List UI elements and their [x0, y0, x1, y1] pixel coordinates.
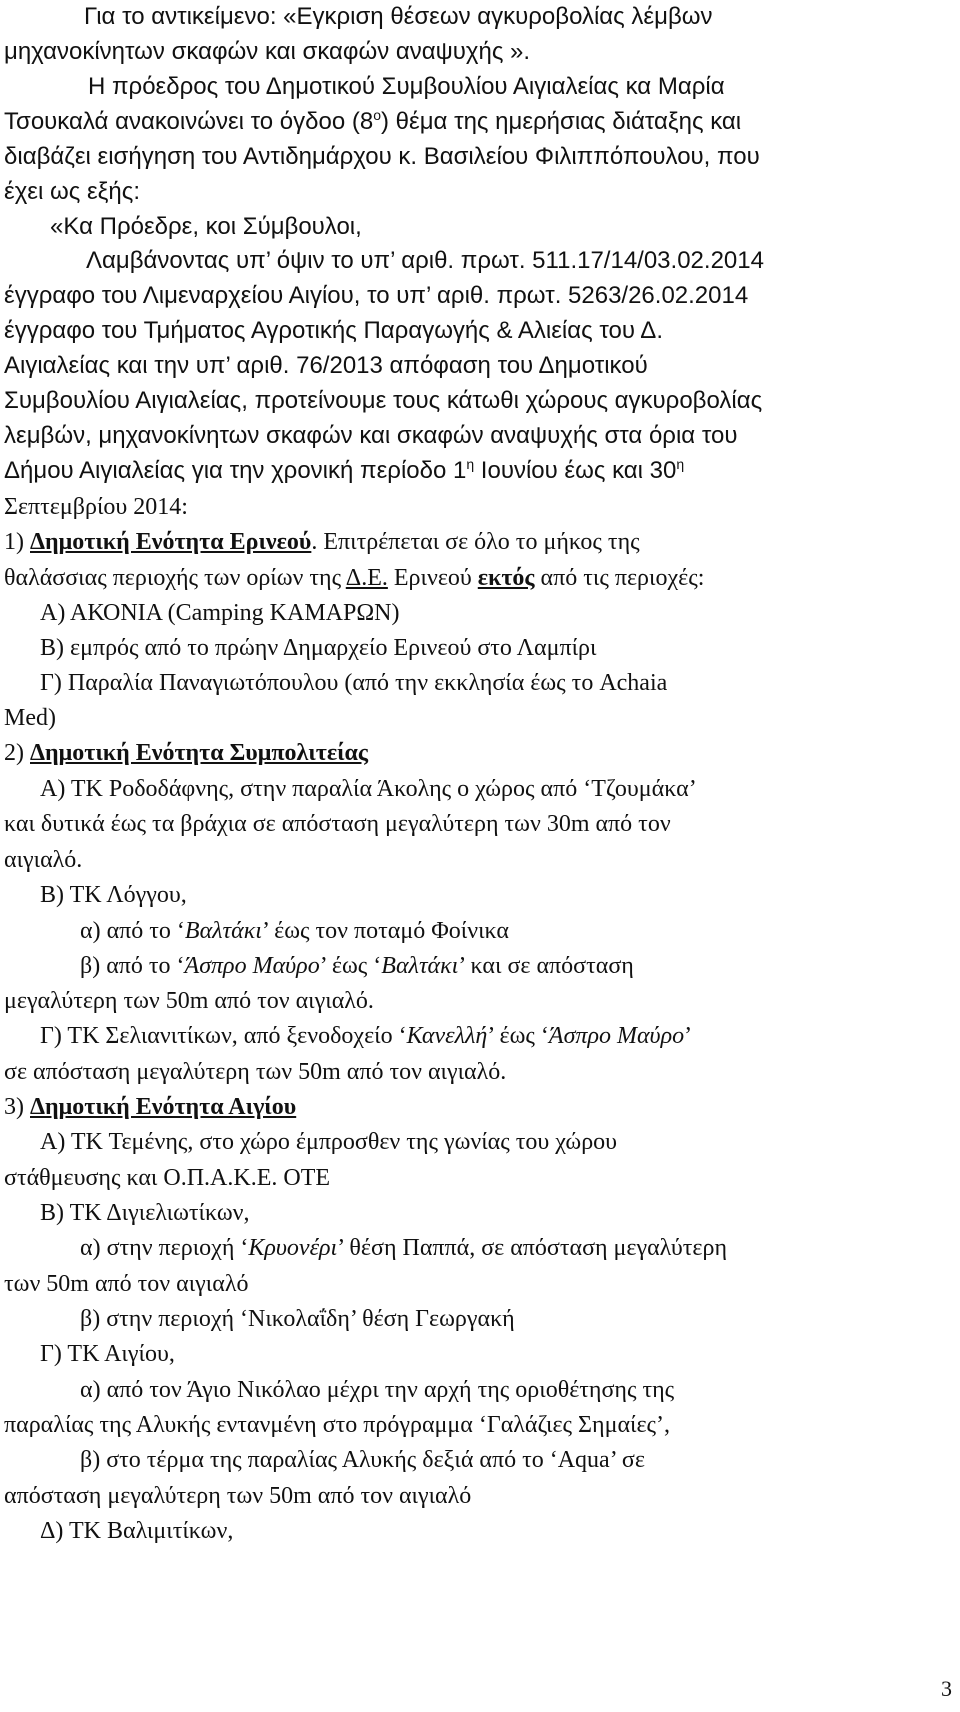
- text-segment: αιγιαλό.: [4, 847, 83, 873]
- text-segment: Για το αντικείμενο: «Εγκριση θέσεων αγκυροβολίας λέμβων: [84, 3, 713, 30]
- place-name: Άσπρο Μαύρο: [548, 1023, 685, 1049]
- section-heading: Δημοτική Ενότητα Συμπολιτείας: [30, 740, 369, 766]
- ordinal-suffix: η: [466, 456, 475, 472]
- text-segment: από τις περιοχές:: [534, 565, 705, 591]
- text-segment: α) στην περιοχή ‘: [80, 1235, 249, 1261]
- text-line: [84, 2, 960, 32]
- text-segment: και δυτικά έως τα βράχια σε απόσταση μεγαλύτερη των 30m από τον: [4, 811, 671, 837]
- section-heading: εκτός: [477, 565, 535, 591]
- text-segment: 2): [4, 740, 30, 766]
- text-line: [40, 774, 960, 804]
- text-segment: 1): [4, 529, 30, 555]
- text-line: [4, 316, 960, 346]
- text-line: [4, 738, 960, 768]
- text-line: [50, 212, 960, 242]
- text-segment: . Επιτρέπεται σε όλο το μήκος της: [311, 529, 640, 555]
- text-segment: Η πρόεδρος του Δημοτικού Συμβουλίου Αιγιαλείας κα Μαρία: [88, 73, 725, 100]
- text-segment: Λαμβάνοντας υπ’ όψιν το υπ’ αριθ. πρωτ. 511.17/14/03.02.2014: [86, 247, 764, 274]
- text-line: [80, 1375, 960, 1405]
- text-line: [86, 246, 960, 276]
- text-line: [80, 1445, 960, 1475]
- text-segment: απόσταση μεγαλύτερη των 50m από τον αιγιαλό: [4, 1483, 472, 1509]
- text-line: [4, 107, 960, 137]
- text-line: [80, 1304, 960, 1334]
- text-segment: ’ έως ‘: [319, 953, 382, 979]
- text-line: [40, 1339, 960, 1369]
- text-segment: λεμβών, μηχανοκίνητων σκαφών και σκαφών αναψυχής στα όρια του: [4, 422, 738, 449]
- place-name: Βαλτάκι: [184, 918, 262, 944]
- text-line: [40, 1021, 960, 1051]
- text-segment: Δ.Ε.: [345, 565, 388, 591]
- text-segment: Σεπτεμβρίου 2014:: [4, 494, 188, 520]
- text-line: [4, 563, 960, 593]
- text-line: [4, 456, 960, 486]
- text-segment: β) στην περιοχή ‘Νικολαΐδη’ θέση Γεωργακή: [80, 1306, 515, 1332]
- text-line: [4, 527, 960, 557]
- text-segment: β) στο τέρμα της παραλίας Αλυκής δεξιά από το ‘Aqua’ σε: [80, 1447, 645, 1473]
- place-name: Άσπρο Μαύρο: [184, 953, 320, 979]
- text-segment: έγγραφο του Λιμεναρχείου Αιγίου, το υπ’ αριθ. πρωτ. 5263/26.02.2014: [4, 282, 749, 309]
- text-segment: Γ) ΤΚ Αιγίου,: [40, 1341, 175, 1367]
- text-line: [4, 845, 960, 875]
- text-segment: α) από το ‘: [80, 918, 185, 944]
- text-segment: μηχανοκίνητων σκαφών και σκαφών αναψυχής ».: [4, 38, 531, 65]
- text-segment: έγγραφο του Τμήματος Αγροτικής Παραγωγής & Αλιείας του Δ.: [4, 317, 664, 344]
- text-line: [4, 492, 960, 522]
- text-segment: σε απόσταση μεγαλύτερη των 50m από τον αιγιαλό.: [4, 1059, 507, 1085]
- text-segment: Δ) ΤΚ Βαλιμιτίκων,: [40, 1518, 234, 1544]
- text-segment: Ιουνίου έως και 30: [474, 457, 677, 484]
- text-segment: ’ θέση Παππά, σε απόσταση μεγαλύτερη: [337, 1235, 728, 1261]
- text-segment: Συμβουλίου Αιγιαλείας, προτείνουμε τους κάτωθι χώρους αγκυροβολίας: [4, 387, 763, 414]
- text-line: [4, 1481, 960, 1511]
- text-line: [4, 1410, 960, 1440]
- section-heading: Δημοτική Ενότητα Αιγίου: [30, 1094, 297, 1120]
- text-segment: ) θέμα της ημερήσιας διάταξης και: [381, 108, 742, 135]
- text-line: [40, 598, 960, 628]
- text-segment: β) από το ‘: [80, 953, 185, 979]
- text-segment: Αιγιαλείας και την υπ’ αριθ. 76/2013 απόφαση του Δημοτικού: [4, 352, 648, 379]
- text-line: [88, 72, 960, 102]
- text-segment: έχει ως εξής:: [4, 178, 140, 205]
- text-segment: Ερινεού: [387, 565, 478, 591]
- text-segment: Τσουκαλά ανακοινώνει το όγδοο (8: [4, 108, 374, 135]
- text-line: [40, 1127, 960, 1157]
- text-segment: Med): [4, 705, 56, 731]
- text-line: [40, 1198, 960, 1228]
- text-segment: Γ) ΤΚ Σελιανιτίκων, από ξενοδοχείο ‘: [40, 1023, 407, 1049]
- place-name: Βαλτάκι: [381, 953, 459, 979]
- text-line: [40, 633, 960, 663]
- text-line: [4, 142, 960, 172]
- text-line: [4, 1057, 960, 1087]
- ordinal-suffix: ο: [373, 107, 382, 123]
- text-segment: στάθμευσης και Ο.Π.Α.Κ.Ε. ΟΤΕ: [4, 1165, 331, 1191]
- text-line: [4, 1269, 960, 1299]
- text-line: [80, 1233, 960, 1263]
- text-segment: Β) ΤΚ Διγιελιωτίκων,: [40, 1200, 250, 1226]
- text-line: [4, 386, 960, 416]
- text-line: [4, 986, 960, 1016]
- text-segment: διαβάζει εισήγηση του Αντιδημάρχου κ. Βασιλείου Φιλιππόπουλου, που: [4, 143, 760, 170]
- place-name: Κρυονέρι: [248, 1235, 338, 1261]
- page-number: 3: [941, 1676, 952, 1701]
- text-line: [4, 1092, 960, 1122]
- text-line: [4, 703, 960, 733]
- text-line: [80, 916, 960, 946]
- place-name: Κανελλή: [406, 1023, 488, 1049]
- text-segment: Γ) Παραλία Παναγιωτόπουλου (από την εκκλησία έως το Achaia: [40, 670, 668, 696]
- text-segment: Α) ΤΚ Τεμένης, στο χώρο έμπροσθεν της γωνίας του χώρου: [40, 1129, 618, 1155]
- text-segment: Β) εμπρός από το πρώην Δημαρχείο Ερινεού στο Λαμπίρι: [40, 635, 597, 661]
- ordinal-suffix: η: [676, 456, 685, 472]
- text-line: [4, 421, 960, 451]
- text-line: [40, 668, 960, 698]
- text-line: [4, 1163, 960, 1193]
- text-line: [4, 281, 960, 311]
- text-segment: μεγαλύτερη των 50m από τον αιγιαλό.: [4, 988, 374, 1014]
- text-line: [4, 351, 960, 381]
- text-segment: ’ έως ‘: [487, 1023, 549, 1049]
- text-segment: θαλάσσιας περιοχής των ορίων της: [4, 565, 346, 591]
- text-segment: 3): [4, 1094, 30, 1120]
- text-line: [40, 1516, 960, 1546]
- section-heading: Δημοτική Ενότητα Ερινεού: [30, 529, 312, 555]
- text-segment: Β) ΤΚ Λόγγου,: [40, 882, 187, 908]
- text-segment: παραλίας της Αλυκής εντανμένη στο πρόγραμμα ‘Γαλάζιες Σημαίες’,: [4, 1412, 671, 1438]
- text-segment: Α) ΑΚΟΝΙΑ (Camping ΚΑΜΑΡΩΝ): [40, 600, 400, 626]
- text-segment: των 50m από τον αιγιαλό: [4, 1271, 249, 1297]
- text-line: [40, 880, 960, 910]
- text-segment: ’: [684, 1023, 693, 1049]
- text-line: [4, 37, 960, 67]
- text-segment: Δήμου Αιγιαλείας για την χρονική περίοδο 1: [4, 457, 467, 484]
- text-segment: «Κα Πρόεδρε, κοι Σύμβουλοι,: [50, 213, 362, 240]
- text-line: [80, 951, 960, 981]
- text-segment: Α) ΤΚ Ροδοδάφνης, στην παραλία Άκολης ο χώρος από ‘Τζουμάκα’: [40, 776, 697, 802]
- text-line: [4, 809, 960, 839]
- text-segment: ’ έως τον ποταμό Φοίνικα: [261, 918, 509, 944]
- text-line: [4, 177, 960, 207]
- text-segment: ’ και σε απόσταση: [458, 953, 634, 979]
- text-segment: α) από τον Άγιο Νικόλαο μέχρι την αρχή της οριοθέτησης της: [80, 1377, 675, 1403]
